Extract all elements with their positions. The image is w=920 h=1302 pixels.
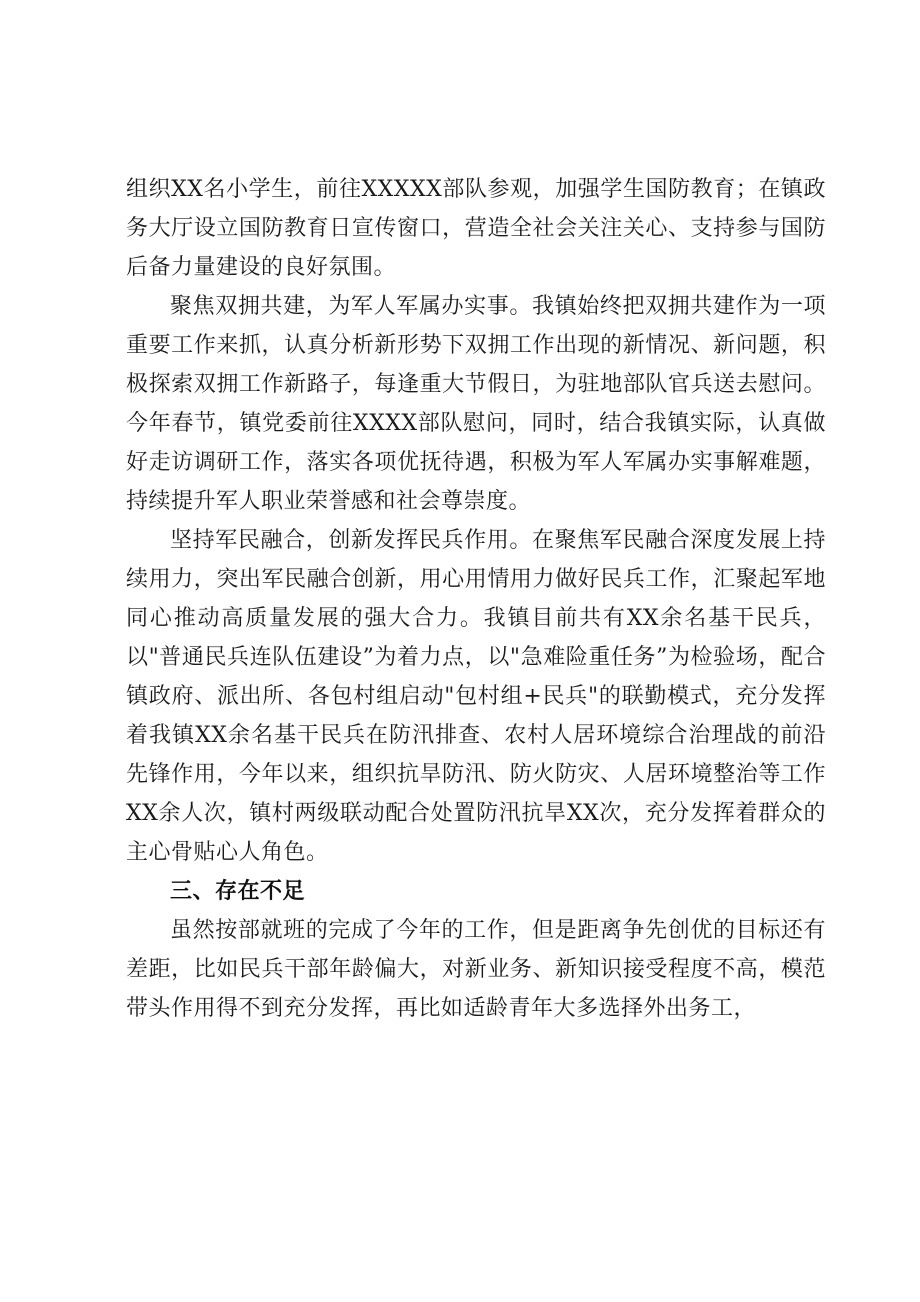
document-body [126,170,826,1028]
paragraph-military-civilian-integration: 坚持军民融合，创新发挥民兵作用。在聚焦军民融合深度发展上持续用力，突出军民融合创新，用心用情用力做好民兵工作，汇聚起军地同心推动高质量发展的强大合力。我镇目前共有XX余名基干民兵，以"普通民兵连队伍建设”为着力点，以"急难险重任务”为检验场，配合镇政府、派出所、各包村组启动"包村组+民兵"的联勤模式，充分发挥着我镇XX余名基干民兵在防汛排查、农村人居环境综合治理战的前沿先锋作用，今年以来，组织抗旱防汛、防火防灾、人居环境整治等工作XX余人次，镇村两级联动配合处置防汛抗旱XX次，充分发挥着群众的主心骨贴心人角色。 [126,528,826,865]
paragraph-national-defense-education: 组织XX名小学生，前往XXXXX部队参观，加强学生国防教育；在镇政务大厅设立国防教育日宣传窗口，营造全社会关注关心、支持参与国防后备力量建设的良好氛围。 [126,177,826,280]
paragraph-shortcomings: 虽然按部就班的完成了今年的工作，但是距离争先创优的目标还有差距，比如民兵干部年龄偏大，对新业务、新知识接受程度不高，模范带头作用得不到充分发挥，再比如适龄青年大多选择外出务工， [126,918,826,1021]
paragraph-dual-support: 聚焦双拥共建，为军人军属办实事。我镇始终把双拥共建作为一项重要工作来抓，认真分析新形势下双拥工作出现的新情况、新问题，积极探索双拥工作新路子，每逢重大节假日，为驻地部队官兵送去慰问。今年春节，镇党委前往XXXX部队慰问，同时，结合我镇实际，认真做好走访调研工作，落实各项优抚待遇，积极为军人军属办实事解难题，持续提升军人职业荣誉感和社会尊崇度。 [126,294,826,514]
section-heading-shortcomings: 三、存在不足 [170,879,306,904]
